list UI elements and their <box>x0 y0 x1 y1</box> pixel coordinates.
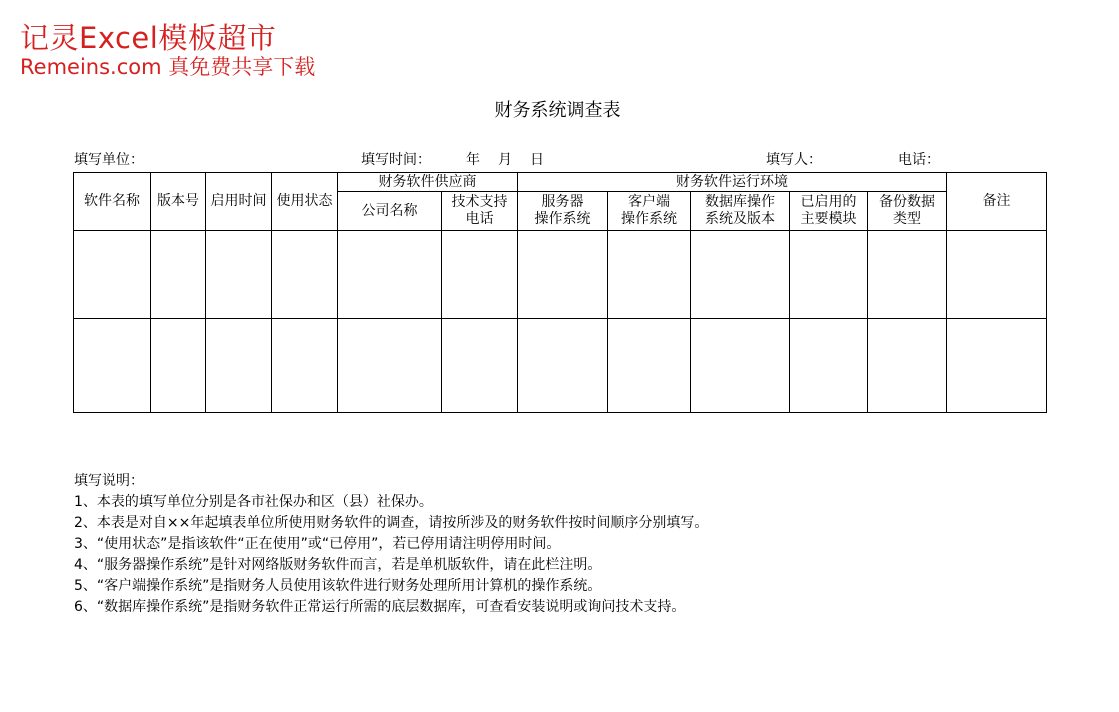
header-row-1 <box>74 173 1047 192</box>
header-software-name: 软件名称 <box>74 173 151 231</box>
table-cell[interactable] <box>947 231 1047 319</box>
header-backup-line1: 备份数据 <box>879 194 936 210</box>
document-title-text: 财务系统调查表 <box>494 100 621 121</box>
table-cell[interactable] <box>608 319 691 413</box>
table-cell[interactable] <box>151 231 206 319</box>
table-cell[interactable] <box>206 231 272 319</box>
table-cell[interactable] <box>518 231 608 319</box>
header-tech-support <box>442 192 518 231</box>
header-version: 版本号 <box>151 173 206 231</box>
table-cell[interactable] <box>868 319 947 413</box>
header-client-os-line2: 操作系统 <box>621 211 677 227</box>
table-cell[interactable] <box>151 319 206 413</box>
header-server-os-line1: 服务器 <box>541 194 584 210</box>
table-row <box>74 231 1047 319</box>
table-cell[interactable] <box>868 231 947 319</box>
instructions <box>74 471 708 618</box>
fill-unit-label: 填写单位： <box>74 152 144 168</box>
header-start-time: 启用时间 <box>206 173 272 231</box>
table-cell[interactable] <box>206 319 272 413</box>
table-cell[interactable] <box>947 319 1047 413</box>
header-tech-support-line1: 技术支持 <box>451 194 508 210</box>
header-server-os <box>518 192 608 231</box>
fill-month-label: 月 <box>498 152 512 168</box>
header-db-os <box>691 192 790 231</box>
table-cell[interactable] <box>338 231 442 319</box>
fill-year-label: 年 <box>466 152 480 168</box>
table-cell[interactable] <box>608 231 691 319</box>
table-row <box>74 319 1047 413</box>
table-cell[interactable] <box>442 231 518 319</box>
table-cell[interactable] <box>272 319 338 413</box>
table-cell[interactable] <box>790 231 868 319</box>
header-tech-support-line2: 电话 <box>465 211 494 227</box>
header-remarks: 备注 <box>947 173 1047 231</box>
watermark-slogan: Remeins.com 真免费共享下载 <box>20 55 316 79</box>
fill-day-label: 日 <box>530 152 544 168</box>
instruction-item: 1、本表的填写单位分别是各市社保办和区（县）社保办。 <box>74 494 433 510</box>
table-cell[interactable] <box>691 231 790 319</box>
instruction-item: 5、“客户端操作系统”是指财务人员使用该软件进行财务处理所用计算机的操作系统。 <box>74 578 602 594</box>
table-cell[interactable] <box>338 319 442 413</box>
survey-table <box>73 172 1047 413</box>
header-db-os-line1: 数据库操作 <box>705 194 775 210</box>
table-cell[interactable] <box>518 319 608 413</box>
header-status: 使用状态 <box>272 173 338 231</box>
watermark-brand: 记灵Excel模板超市 <box>20 21 277 55</box>
table-cell[interactable] <box>74 319 151 413</box>
header-client-os <box>608 192 691 231</box>
header-modules-line1: 已启用的 <box>800 194 857 210</box>
header-db-os-line2: 系统及版本 <box>705 211 775 227</box>
document-title <box>0 99 1119 123</box>
header-supplier-group: 财务软件供应商 <box>338 173 518 192</box>
table-cell[interactable] <box>691 319 790 413</box>
header-client-os-line1: 客户端 <box>628 194 670 210</box>
instruction-item: 4、“服务器操作系统”是针对网络版财务软件而言，若是单机版软件，请在此栏注明。 <box>74 557 602 573</box>
fill-phone-label: 电话： <box>898 152 940 168</box>
table-cell[interactable] <box>790 319 868 413</box>
instruction-item: 6、“数据库操作系统”是指财务软件正常运行所需的底层数据库，可查看安装说明或询问技术支持。 <box>74 599 686 615</box>
instruction-item: 3、“使用状态”是指该软件“正在使用”或“已停用”，若已停用请注明停用时间。 <box>74 536 561 552</box>
header-server-os-line2: 操作系统 <box>534 211 591 227</box>
table-cell[interactable] <box>272 231 338 319</box>
header-company-name: 公司名称 <box>338 192 442 231</box>
fill-time-label: 填写时间： <box>361 152 431 168</box>
instructions-title: 填写说明： <box>74 473 144 489</box>
header-environment-group: 财务软件运行环境 <box>518 173 947 192</box>
header-backup <box>868 192 947 231</box>
table-cell[interactable] <box>74 231 151 319</box>
header-backup-line2: 类型 <box>893 211 922 227</box>
header-modules <box>790 192 868 231</box>
fill-person-label: 填写人： <box>766 152 822 168</box>
header-modules-line2: 主要模块 <box>800 211 857 227</box>
instruction-item: 2、本表是对自××年起填表单位所使用财务软件的调查，请按所涉及的财务软件按时间顺序分别填写。 <box>74 515 709 531</box>
table-cell[interactable] <box>442 319 518 413</box>
